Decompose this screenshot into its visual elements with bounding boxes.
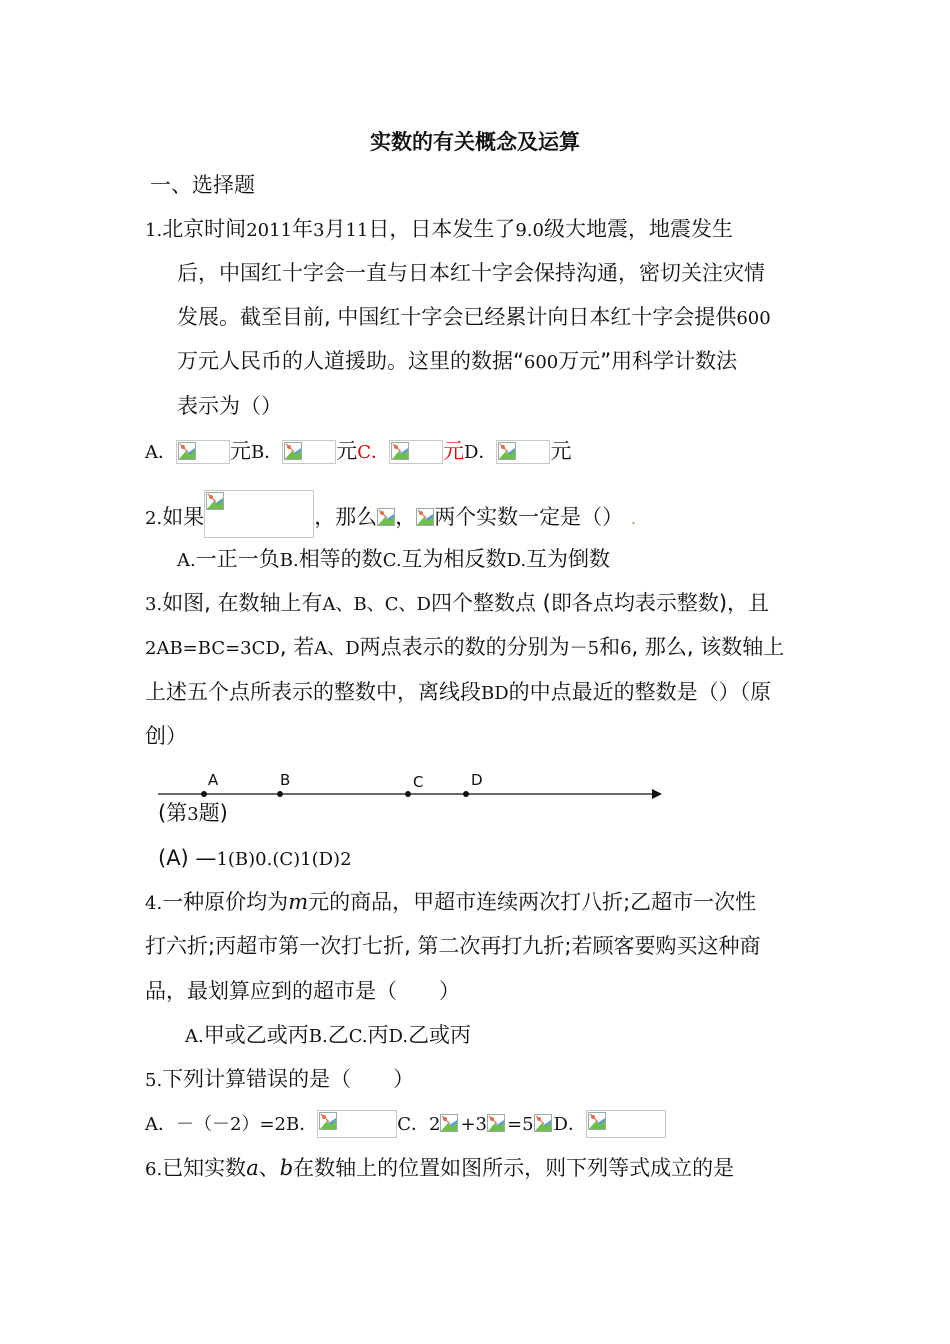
q5-value: =5 bbox=[507, 1114, 534, 1135]
q3-text: 如图, 在数轴上有 bbox=[162, 591, 323, 615]
page-title: 实数的有关概念及运算 bbox=[370, 130, 580, 154]
q2-option-b: B. bbox=[279, 550, 299, 571]
q1-line-1 bbox=[145, 214, 733, 246]
q1-line-5: 表示为（） bbox=[177, 394, 282, 418]
q3-value: 6 bbox=[620, 638, 632, 659]
q2-text: ，那么 bbox=[314, 505, 378, 529]
q1-month: 3 bbox=[313, 220, 325, 241]
q5-options bbox=[145, 1108, 666, 1140]
q3-line-2 bbox=[145, 632, 784, 664]
q3-caption-text: (第 bbox=[158, 801, 188, 825]
q6-variable-a: a bbox=[246, 1156, 259, 1180]
broken-image-icon bbox=[389, 440, 443, 464]
q1-magnitude: 9.0 bbox=[515, 220, 544, 241]
q2-options bbox=[177, 544, 610, 576]
point-c-dot bbox=[405, 791, 411, 797]
q1-unit: 元 bbox=[443, 439, 465, 463]
q3-number: 3. bbox=[145, 594, 163, 615]
q1-unit: 元 bbox=[336, 439, 358, 463]
q4-option-text: 丙 bbox=[367, 1023, 389, 1047]
q2-option-text: 一正一负 bbox=[195, 547, 280, 571]
q2-option-text: 互为相反数 bbox=[401, 547, 507, 571]
q1-line-4 bbox=[177, 346, 737, 378]
q1-number: 1. bbox=[145, 220, 163, 241]
q4-variable: m bbox=[288, 890, 309, 914]
q2-text: 两个实数一定是（） bbox=[434, 505, 624, 529]
q4-option-text: 乙或丙 bbox=[408, 1023, 472, 1047]
broken-image-icon bbox=[282, 440, 336, 464]
q3-points: A、B、C、D bbox=[322, 594, 431, 615]
q4-option-b: B. bbox=[308, 1026, 328, 1047]
q1-line-3 bbox=[177, 302, 771, 334]
q5-option-a: A．－（－2）=2B． bbox=[145, 1114, 318, 1135]
broken-image-icon bbox=[440, 1113, 460, 1135]
q3-text: 的中点最近的整数是（）（原 bbox=[508, 680, 772, 704]
q1-text: 万元人民币的人道援助。这里的数据“ bbox=[177, 349, 524, 373]
q6-number: 6. bbox=[145, 1159, 163, 1180]
q4-number: 4. bbox=[145, 893, 163, 914]
point-c-label: C bbox=[413, 773, 424, 791]
q3-line-4: 创） bbox=[145, 724, 187, 748]
q2-option-d: D. bbox=[506, 550, 527, 571]
q3-answers bbox=[158, 843, 352, 875]
broken-image-icon bbox=[487, 1113, 507, 1135]
point-a-dot bbox=[201, 791, 207, 797]
q1-day: 11 bbox=[345, 220, 369, 241]
broken-image-icon bbox=[317, 1110, 397, 1138]
q5-value: +3 bbox=[460, 1114, 487, 1135]
q3-equation: 2AB=BC=3CD bbox=[145, 638, 280, 659]
q4-text: 一种原价均为 bbox=[162, 890, 289, 914]
q3-text: 两点表示的数的分别为 bbox=[359, 635, 570, 659]
q5-option-d: D． bbox=[553, 1114, 586, 1135]
point-b-dot bbox=[277, 791, 283, 797]
q1-option-b: B． bbox=[251, 442, 283, 463]
point-d-dot bbox=[463, 791, 469, 797]
q3-figure-caption bbox=[158, 798, 228, 830]
q6-variable-b: b bbox=[279, 1156, 294, 1180]
q4-line-1 bbox=[145, 887, 756, 919]
q4-option-c: C. bbox=[348, 1026, 368, 1047]
q1-unit: 元 bbox=[550, 439, 572, 463]
q1-amount: 600 bbox=[736, 308, 771, 329]
q4-text: 元的商品，甲超市连续两次打八折;乙超市一次性 bbox=[308, 890, 757, 914]
broken-image-icon bbox=[204, 490, 314, 538]
q3-answer-text: (A) — bbox=[158, 846, 217, 870]
q1-line-2: 后，中国红十字会一直与日本红十字会保持沟通，密切关注灾情 bbox=[177, 261, 765, 285]
broken-image-icon bbox=[496, 440, 550, 464]
q2-text: ， bbox=[395, 505, 417, 529]
number-line-figure bbox=[158, 768, 668, 808]
q3-text: 和 bbox=[599, 635, 621, 659]
q4-option-text: 乙 bbox=[327, 1023, 349, 1047]
q3-points: A、D bbox=[314, 638, 360, 659]
decorative-dot: . bbox=[631, 512, 636, 528]
q1-text: 万元”用科学计数法 bbox=[558, 349, 738, 373]
q4-options bbox=[185, 1020, 471, 1052]
q1-text: 北京时间 bbox=[162, 217, 247, 241]
q1-amount: 600 bbox=[523, 352, 559, 373]
q2-option-a: A. bbox=[177, 550, 196, 571]
q6-text: 在数轴上的位置如图所示，则下列等式成立的是 bbox=[293, 1156, 735, 1180]
q3-line-3 bbox=[145, 677, 771, 709]
q3-text: 四个整数点 (即各点均表示整数)，且 bbox=[430, 591, 770, 615]
q3-answer-text: 1(B)0.(C)1(D)2 bbox=[216, 849, 352, 870]
q3-value: －5 bbox=[569, 638, 600, 659]
q6-text: 已知实数 bbox=[162, 1156, 247, 1180]
q1-option-d: D． bbox=[464, 442, 497, 463]
q2-line-1 bbox=[145, 490, 636, 538]
q1-unit: 元 bbox=[230, 439, 251, 463]
point-d-label: D bbox=[471, 771, 483, 789]
q5-line-1 bbox=[145, 1064, 414, 1096]
section-heading bbox=[150, 170, 255, 200]
q1-text: 发展。截至目前, 中国红十字会已经累计向日本红十字会提供 bbox=[177, 305, 737, 329]
q1-text: 级大地震，地震发生 bbox=[544, 217, 733, 241]
q5-text: 下列计算错误的是（ ） bbox=[162, 1067, 415, 1091]
q1-text: 日，日本发生了 bbox=[368, 217, 516, 241]
q1-text: 月 bbox=[324, 217, 346, 241]
broken-image-icon bbox=[416, 508, 434, 528]
q3-caption-text: 题) bbox=[198, 801, 228, 825]
q3-caption-number: 3 bbox=[187, 804, 199, 825]
q2-option-c: C. bbox=[382, 550, 402, 571]
q2-text: 如果 bbox=[162, 505, 205, 529]
q1-options bbox=[145, 436, 571, 468]
point-a-label: A bbox=[208, 771, 219, 789]
q5-number: 5. bbox=[145, 1070, 163, 1091]
q4-option-a: A. bbox=[185, 1026, 204, 1047]
q4-line-3: 品，最划算应到的超市是（ ） bbox=[145, 979, 460, 1003]
q2-number: 2. bbox=[145, 508, 163, 529]
q4-option-text: 甲或乙或丙 bbox=[203, 1023, 309, 1047]
q3-text: , 那么, 该数轴上 bbox=[631, 635, 785, 659]
point-b-label: B bbox=[280, 771, 291, 789]
broken-image-icon bbox=[176, 440, 230, 464]
q1-text: 年 bbox=[292, 217, 313, 241]
broken-image-icon bbox=[586, 1110, 666, 1138]
q3-text: , 若 bbox=[279, 635, 315, 659]
q2-option-text: 互为倒数 bbox=[526, 547, 611, 571]
q3-line-1 bbox=[145, 588, 769, 620]
q1-year: 2011 bbox=[246, 220, 292, 241]
q3-segment: BD bbox=[481, 683, 509, 704]
q6-line-1 bbox=[145, 1153, 734, 1185]
q1-option-c: C． bbox=[357, 442, 390, 463]
q5-value: 2 bbox=[429, 1114, 441, 1135]
q1-option-a: A． bbox=[145, 442, 176, 463]
q3-text: 上述五个点所表示的整数中，离线段 bbox=[145, 680, 481, 704]
section-1-label: 一、选择题 bbox=[150, 173, 255, 197]
q6-text: 、 bbox=[258, 1156, 280, 1180]
broken-image-icon bbox=[377, 508, 395, 528]
broken-image-icon bbox=[534, 1113, 554, 1135]
q2-option-text: 相等的数 bbox=[298, 547, 383, 571]
q5-option-c: C． bbox=[397, 1114, 429, 1135]
q4-option-d: D. bbox=[388, 1026, 409, 1047]
q4-line-2: 打六折;丙超市第一次打七折, 第二次再打九折;若顾客要购买这种商 bbox=[145, 934, 761, 958]
